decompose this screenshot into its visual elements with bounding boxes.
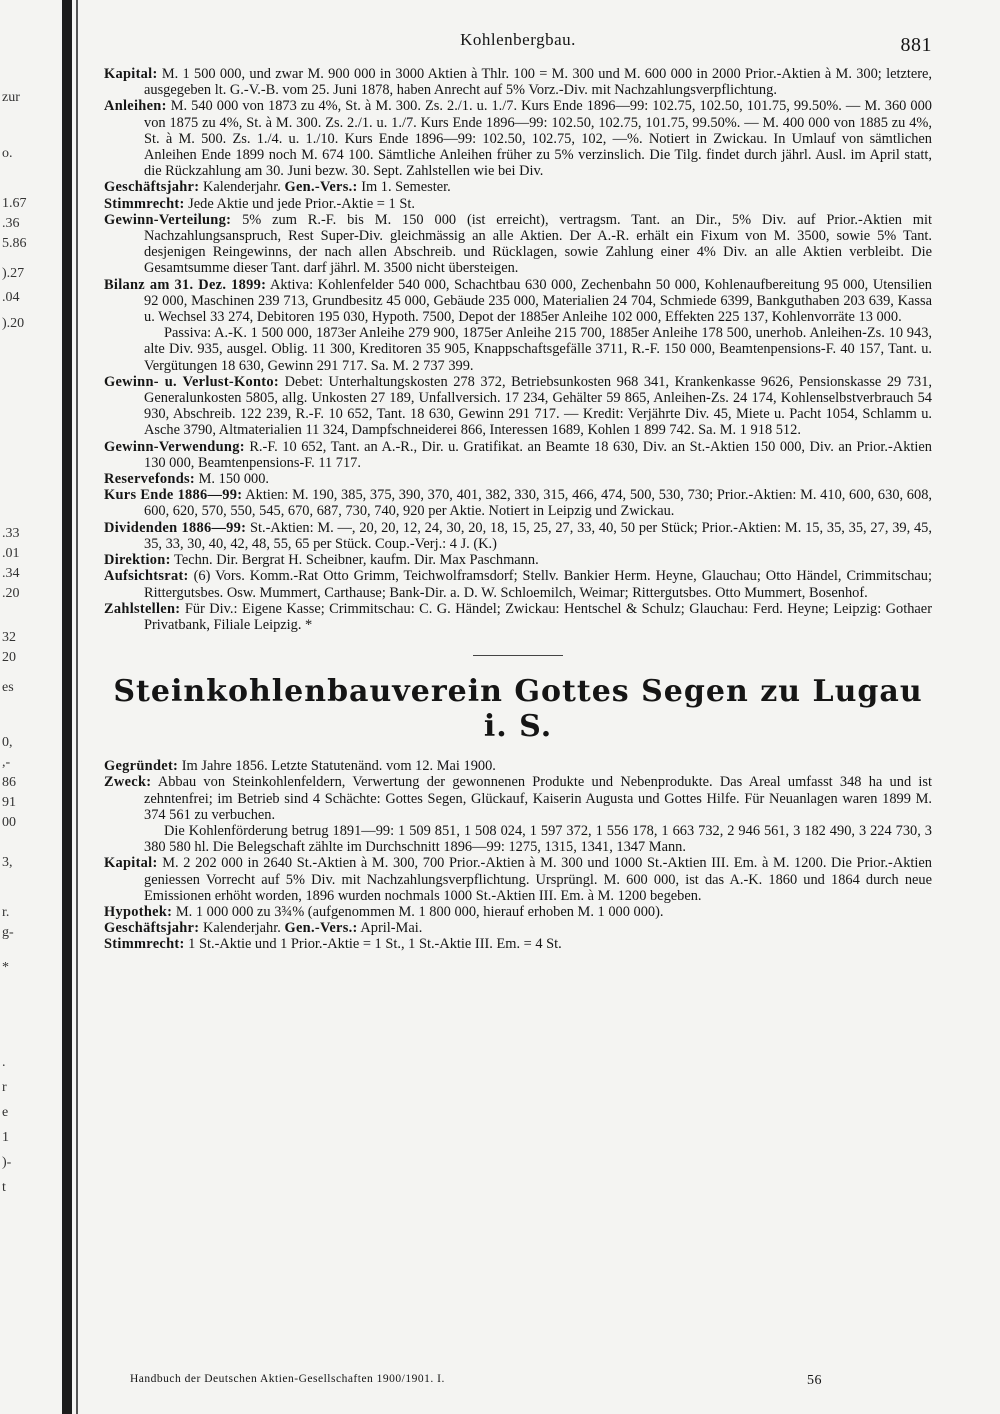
entry-text: Kalenderjahr. <box>202 179 281 196</box>
margin-fragment: .33 <box>2 526 20 541</box>
entry-geschäftsjahr <box>104 920 932 936</box>
entry-text: 1 St.-Aktie und 1 Prior.-Aktie = 1 St., 1 St.-Aktie III. Em. = 4 St. <box>188 936 562 953</box>
entry-label: Gegründet: <box>104 758 179 775</box>
entry-text: R.-F. 10 652, Tant. an A.-R., Dir. u. Gratifikat. an Beamte 18 630, Div. an St.-Aktien 150 000, Div. an Prior.-Aktien 130 000, Beamtenpensions-F. 11 717. <box>144 438 932 471</box>
entry-label: Anleihen: <box>104 98 167 115</box>
entry-stimmrecht <box>104 936 932 952</box>
entry-gegründet <box>104 758 932 774</box>
entry-gewinn-u-verlust-konto <box>104 374 932 439</box>
entry-hypothek <box>104 904 932 920</box>
entry-text: Für Div.: Eigene Kasse; Crimmitschau: C. G. Händel; Zwickau: Hentschel & Schulz; Glauchau: Ferd. Heyne; Leipzig: Gothaer Privatbank, Filiale Leipzig. * <box>144 600 932 633</box>
entry-text: Kalenderjahr. <box>202 920 281 937</box>
footer-text: Handbuch der Deutschen Aktien-Gesellschaften 1900/1901. I. <box>130 1373 445 1385</box>
entry-label: Hypothek: <box>104 903 173 920</box>
entry-kurs-ende-1886-99 <box>104 487 932 519</box>
entry-label: Zweck: <box>104 774 152 791</box>
page <box>104 30 932 1400</box>
entry-label: Zahlstellen: <box>104 600 181 617</box>
entry-label: Geschäftsjahr: <box>104 920 200 937</box>
entry-text: Passiva: A.-K. 1 500 000, 1873er Anleihe 279 900, 1875er Anleihe 215 700, 1885er Anleihe 178 500, unerhob. Anleihen-Zs. 10 943, alte Div. 935, ausgel. Oblig. 11 300, Kreditoren 35 905, Knappschaftsgefälle 3711, R.-F. 150 000, Beamtenpensions-F. 40 157, Tant. u. Vergütungen 18 630, Gewinn 291 717. Sa. M. 2 737 399. <box>144 325 932 374</box>
entry-text: M. 1 500 000, und zwar M. 900 000 in 3000 Aktien à Thlr. 100 = M. 300 und M. 600 000 in 2000 Prior.-Aktien à M. 300; letztere, ausgegeben lt. G.-V.-B. vom 25. Juni 1878, haben Anrecht auf 5% Vorz.-Div. mit Nachzahlungsverpflichtung. <box>144 66 932 99</box>
page-footer <box>130 1373 822 1388</box>
entry-reservefonds <box>104 471 932 487</box>
margin-fragment: ).20 <box>2 316 25 331</box>
margin-fragment: .01 <box>2 546 20 561</box>
entry-text: Abbau von Steinkohlenfeldern, Verwertung der gewonnenen Produkte und Nebenprodukte. Das Areal umfasst 348 ha und ist zehntenfrei; im Betrieb sind 4 Schächte: Gottes Segen, Glückauf, Kaiserin Augusta und Gottes Hilfe. Für Neuanlagen waren 1899 M. 374 561 zu verbuchen. <box>144 774 932 823</box>
entry-text: Im 1. Semester. <box>361 179 451 196</box>
margin-fragment: .20 <box>2 586 20 601</box>
page-number: 881 <box>900 34 932 56</box>
margin-fragment: 86 <box>2 775 16 790</box>
entry-label: Direktion: <box>104 552 171 569</box>
entry-label: Stimmrecht: <box>104 195 185 212</box>
entry-label: Kapital: <box>104 855 158 872</box>
separator-rule <box>473 655 563 656</box>
margin-fragment: .36 <box>2 216 20 231</box>
entry-label: Gewinn-Verteilung: <box>104 211 232 228</box>
entry-text: Aktiva: Kohlenfelder 540 000, Schachtbau 630 000, Zechenbahn 50 000, Kohlenaufbereitung 95 000, Utensilien 92 000, Maschinen 239 713, Grundbesitz 45 000, Gebäude 235 000, Materialien 24 704, Schmiede 6399, Bankguthaben 203 639, Kassa u. Wechsel 33 274, Debitoren 195 030, Hypoth. 7500, Depot der 1885er Anleihe 102 000, Effekten 225 137, Kohlenvorräte 13 000. <box>144 276 933 326</box>
column-rule <box>76 0 78 1414</box>
company-1-entries <box>104 66 932 633</box>
entry-dividenden-1886-99 <box>104 520 932 552</box>
margin-fragment: r <box>2 1080 7 1095</box>
entry-label: Gewinn-Verwendung: <box>104 438 245 455</box>
entry-label: Reservefonds: <box>104 471 196 488</box>
entry-zweck <box>104 774 932 823</box>
company-title: Steinkohlenbauverein Gottes Segen zu Lugau i. S. <box>113 674 923 745</box>
previous-page-margin <box>0 0 60 1414</box>
entry-text: Techn. Dir. Bergrat H. Scheibner, kaufm. Dir. Max Paschmann. <box>174 552 539 569</box>
entry-text: M. 2 202 000 in 2640 St.-Aktien à M. 300, 700 Prior.-Aktien à M. 300 und 1000 St.-Aktien III. Em. à M. 1200. Die Prior.-Aktien geniessen Vorrecht auf 5% Div. mit Nachzahlungsverpflichtung. Ursprüngl. M. 600 000, ist das A.-K. 1860 und 1864 durch neue Emissionen erhöht worden, 1896 wurden nochmals 1000 St.-Aktien III. Em. à M. 1200 begeben. <box>144 855 932 904</box>
entry-text: Jede Aktie und jede Prior.-Aktie = 1 St. <box>188 195 415 212</box>
entry-text: 5% zum R.-F. bis M. 150 000 (ist erreicht), vertragsm. Tant. an Dir., 5% Div. auf Prior.-Aktien mit Nachzahlungsanspruch, Rest Super-Div. gleichmässig an alle Aktien. Der A.-R. erhält ein Fixum von M. 3500, sowie 5% Tant. desjenigen Reingewinns, der nach allen Abschreib. und Rücklagen, sowie Zahlung einer 4% Div. an alle Aktien verbleibt. Die Gesamtsumme dieser Tant. darf jährl. M. 3500 nicht übersteigen. <box>144 211 932 277</box>
entry-continuation <box>104 823 932 855</box>
entry-text: Debet: Unterhaltungskosten 278 372, Betriebsunkosten 968 341, Krankenkasse 9626, Pensionskasse 29 731, Generalunkosten 5805, allg. Unkosten 27 189, Unfallversich. 17 234, Gehälter 59 865, Anleihen-Zs. 24 174, Kohlenselbstverbrauch 54 930, Abschreib. 122 239, R.-F. 10 652, Tant. 18 630, Gewinn 291 717. — Kredit: Verjährte Div. 45, Miete u. Pacht 1054, Schlamm u. Asche 3790, Altmaterialien 11 324, Dampfschneiderei 866, Interessen 1689, Kohlen 1 899 742. Sa. M. 1 918 512. <box>144 373 932 439</box>
margin-fragment: 91 <box>2 795 16 810</box>
margin-fragment: 3, <box>2 855 13 870</box>
margin-fragment: 20 <box>2 650 16 665</box>
entry-label: Gen.-Vers.: <box>284 920 358 937</box>
signature-mark: 56 <box>807 1373 822 1388</box>
margin-fragment: * <box>2 960 9 975</box>
company-2-entries <box>104 758 932 952</box>
entry-gewinn-verteilung <box>104 212 932 277</box>
margin-fragment: 00 <box>2 815 16 830</box>
margin-fragment: .34 <box>2 566 20 581</box>
entry-kapital <box>104 66 932 98</box>
margin-fragment: ,- <box>2 755 11 770</box>
entry-text: M. 150 000. <box>198 471 269 488</box>
entry-text: M. 540 000 von 1873 zu 4%, St. à M. 300. Zs. 2./1. u. 1./7. Kurs Ende 1896—99: 102.75, 102.50, 101.75, 99.50%. — M. 360 000 von 1875 zu 4%, St. à M. 300. Zs. 2./1. u. 1./7. Kurs Ende 1896—99: 102.50, 102.75, 101.75, 99.50%. — M. 400 000 von 1885 zu 4%, St. à M. 500. Zs. 1./4. u. 1./10. Kurs Ende 1896—99: 102.50, 102.75, 102, —%. Notiert in Zwickau. In Umlauf von sämtlichen Anleihen Ende 1899 noch M. 674 100. Sämtliche Anleihen früher zu 5% verzinslich. Die Tilg. findet durch jährl. Ausl. im April statt, die Rückzahlung am 30. Juni bezw. 30. Sept. Zahlstellen wie bei Div. <box>144 98 932 180</box>
margin-fragment: r. <box>2 905 10 920</box>
running-title: Kohlenbergbau. <box>460 30 576 49</box>
entry-text: M. 1 000 000 zu 3¾% (aufgenommen M. 1 800 000, hierauf erhoben M. 1 000 000). <box>175 903 664 920</box>
entry-anleihen <box>104 98 932 179</box>
entry-label: Kapital: <box>104 66 158 82</box>
entry-label: Stimmrecht: <box>104 936 185 953</box>
entry-gewinn-verwendung <box>104 439 932 471</box>
entry-kapital <box>104 855 932 904</box>
entry-label: Bilanz am 31. Dez. 1899: <box>104 276 267 293</box>
entry-aufsichtsrat <box>104 568 932 600</box>
margin-fragment: 1.67 <box>2 196 27 211</box>
binding-edge <box>62 0 72 1414</box>
entry-label: Gen.-Vers.: <box>284 179 358 196</box>
entry-text: April-Mai. <box>360 920 423 937</box>
margin-fragment: es <box>2 680 14 695</box>
entry-direktion <box>104 552 932 568</box>
entry-label: Kurs Ende 1886—99: <box>104 487 243 504</box>
margin-fragment: e <box>2 1105 9 1120</box>
margin-fragment: )- <box>2 1155 12 1170</box>
margin-fragment: g- <box>2 925 14 940</box>
margin-fragment: 1 <box>2 1130 9 1145</box>
margin-fragment: 5.86 <box>2 236 27 251</box>
entry-text: Aktien: M. 190, 385, 375, 390, 370, 401, 382, 330, 315, 466, 474, 500, 530, 730; Prior.-Aktien: M. 410, 600, 630, 608, 600, 620, 570, 550, 545, 670, 687, 730, 740, 920 per Aktie. Notiert in Leipzig und Zwickau. <box>144 487 932 520</box>
entry-text: St.-Aktien: M. —, 20, 20, 12, 24, 30, 20, 18, 15, 25, 27, 33, 40, 50 per Stück; Prior.-Aktien: M. 15, 35, 35, 27, 39, 45, 35, 33, 30, 40, 42, 48, 55, 65 per Stück. Coup.-Verj.: 4 J. (K.) <box>144 519 932 552</box>
entry-text: (6) Vors. Komm.-Rat Otto Grimm, Teichwolframsdorf; Stellv. Bankier Herm. Heyne, Glauchau; Otto Händel, Crimmitschau; Rittergutsbes. Osw. Mummert, Carthause; Bank-Dir. a. D. W. Schloemilch, Weimar; Rittergutsbes. Otto Mummert, Bosenhof. <box>144 568 932 601</box>
margin-fragment: zur <box>2 90 20 105</box>
entry-label: Geschäftsjahr: <box>104 179 200 196</box>
entry-geschäftsjahr <box>104 179 932 195</box>
entry-zahlstellen <box>104 601 932 633</box>
margin-fragment: t <box>2 1180 6 1195</box>
entry-bilanz-am-31-dez-1899 <box>104 277 932 326</box>
entry-stimmrecht <box>104 196 932 212</box>
margin-fragment: 0, <box>2 735 13 750</box>
entry-label: Dividenden 1886—99: <box>104 519 247 536</box>
margin-fragment: ).27 <box>2 266 25 281</box>
entry-label: Gewinn- u. Verlust-Konto: <box>104 373 279 390</box>
running-header <box>104 30 932 66</box>
margin-fragment: .04 <box>2 290 20 305</box>
margin-fragment: . <box>2 1055 6 1070</box>
entry-text: Im Jahre 1856. Letzte Statutenänd. vom 12. Mai 1900. <box>181 758 496 775</box>
margin-fragment: o. <box>2 146 13 161</box>
margin-fragment: 32 <box>2 630 16 645</box>
entry-label: Aufsichtsrat: <box>104 568 189 585</box>
entry-text: Die Kohlenförderung betrug 1891—99: 1 509 851, 1 508 024, 1 597 372, 1 556 178, 1 663 732, 2 946 561, 3 182 490, 3 224 730, 3 380 580 hl. Die Belegschaft zählte im Durchschnitt 1896—99: 1275, 1315, 1341, 1347 Mann. <box>144 822 932 856</box>
entry-continuation <box>104 325 932 374</box>
